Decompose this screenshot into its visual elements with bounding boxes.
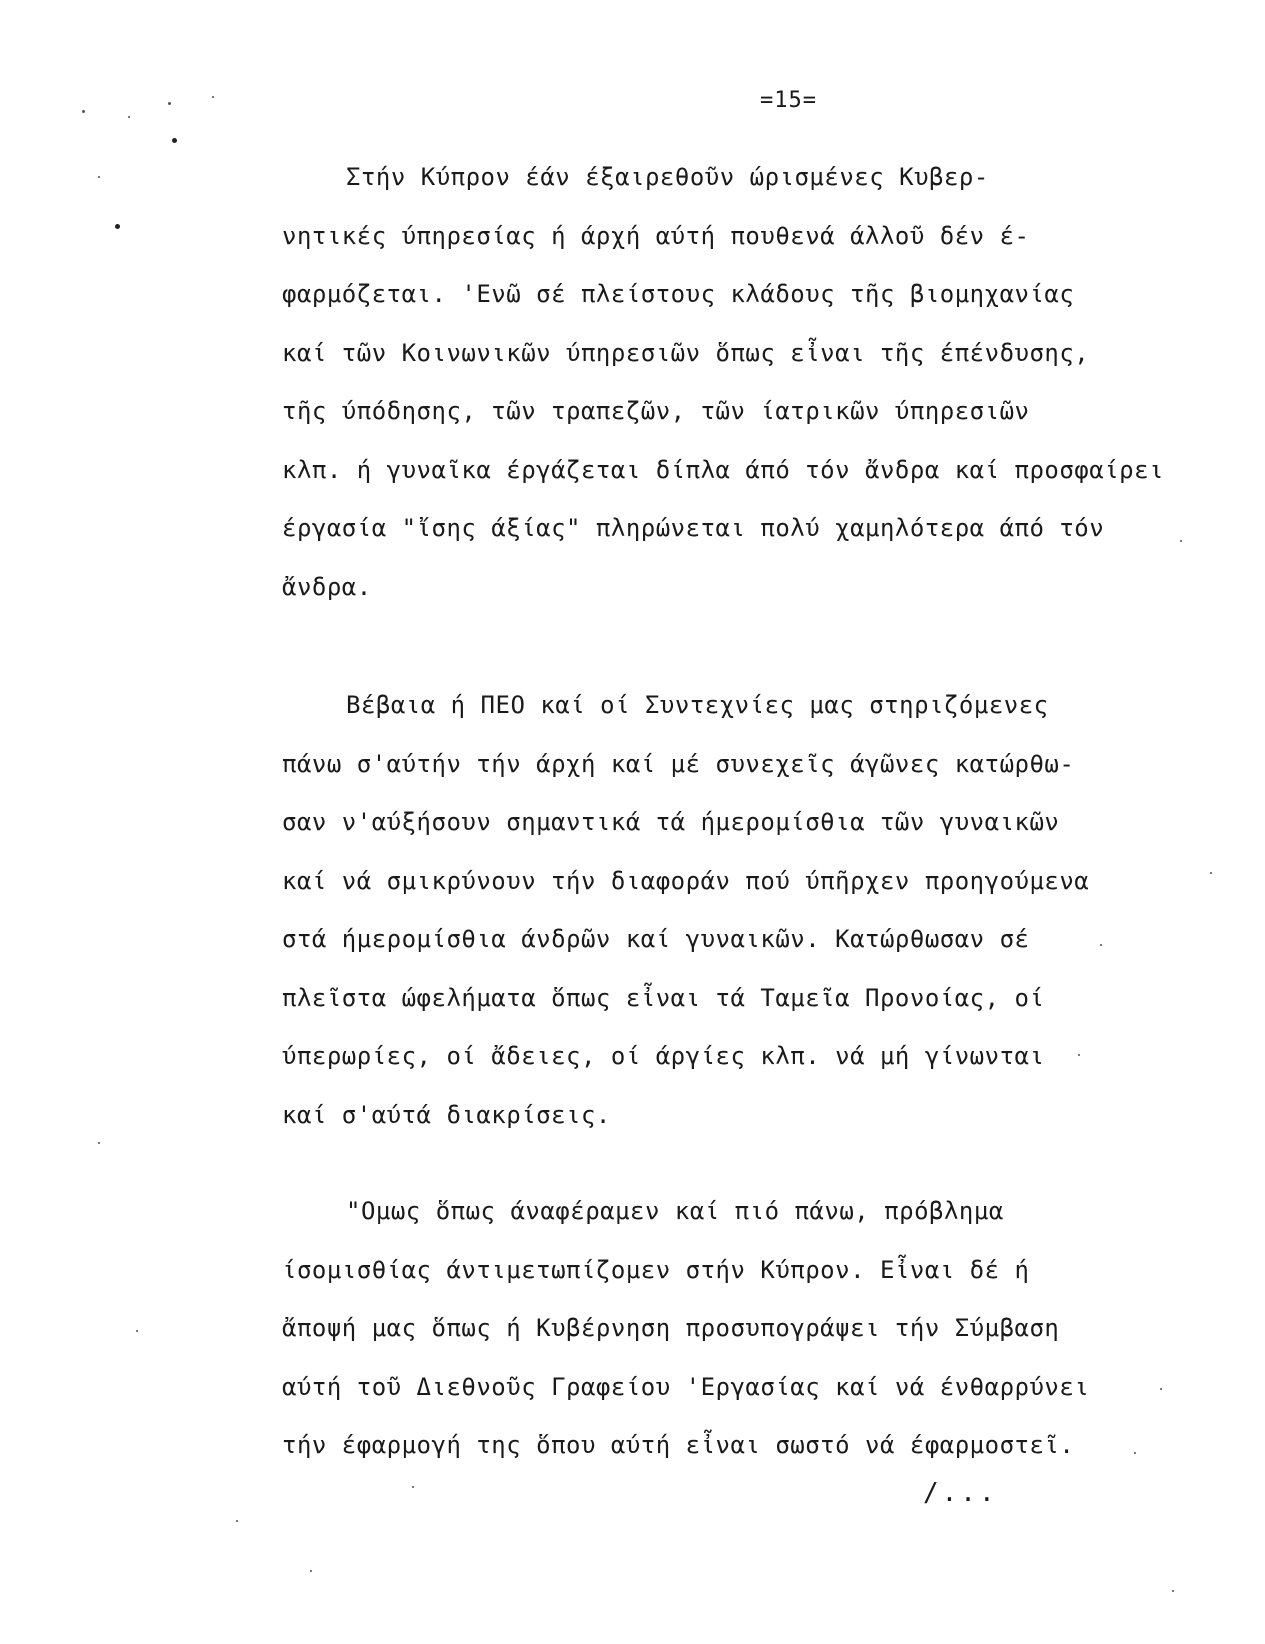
scan-speck — [310, 1570, 312, 1572]
text-line: Στήν Κύπρον έάν έξαιρεθοῦν ώρισμένες Κυβερ- — [346, 163, 989, 191]
paragraph-2 — [282, 676, 1242, 1144]
page-number: =15= — [760, 88, 817, 113]
paragraph-gap — [282, 1144, 1242, 1182]
text-line: πλεῖστα ώφελήματα ὅπως εἶναι τά Ταμεῖα Προνοίας, οί — [282, 983, 1045, 1012]
text-line: καί νά σμικρύνουν τήν διαφοράν πού ύπῆρχεν προηγούμενα — [282, 866, 1090, 895]
scan-speck — [98, 1142, 100, 1144]
scan-speck — [212, 96, 214, 98]
text-line: Βέβαια ή ΠΕΟ καί οί Συντεχνίες μας στηριζόμενες — [346, 691, 1049, 719]
scan-speck — [115, 224, 120, 229]
scan-speck — [98, 176, 100, 178]
text-line: αύτή τοῦ Διεθνοῦς Γραφείου 'Εργασίας καί νά ένθαρρύνει — [282, 1372, 1090, 1401]
text-line: κλπ. ή γυναῖκα έργάζεται δίπλα άπό τόν ἄνδρα καί προσφαίρει — [282, 455, 1165, 484]
text-line: φαρμόζεται. 'Ενῶ σέ πλείστους κλάδους τῆς βιομηχανίας — [282, 280, 1075, 308]
text-line: καί τῶν Κοινωνικῶν ύπηρεσιῶν ὅπως εἶναι τῆς έπένδυσης, — [282, 338, 1090, 367]
paragraph-gap — [282, 616, 1242, 676]
text-line: ίσομισθίας άντιμετωπίζομεν στήν Κύπρον. Εἶναι δέ ή — [282, 1255, 1030, 1284]
scan-speck — [1172, 1590, 1174, 1592]
text-line: έργασία "ἴσης άξίας" πληρώνεται πολύ χαμηλότερα άπό τόν — [282, 514, 1105, 542]
paragraph-3 — [282, 1182, 1242, 1475]
scan-speck — [236, 1520, 238, 1522]
text-line: τῆς ύπόδησης, τῶν τραπεζῶν, τῶν ίατρικῶν ύπηρεσιῶν — [282, 397, 1030, 425]
scan-speck — [128, 116, 130, 118]
text-line: ἄνδρα. — [282, 572, 372, 601]
scan-speck — [136, 1330, 138, 1332]
text-line: ἄποψή μας ὅπως ή Κυβέρνηση προσυπογράψει τήν Σύμβαση — [282, 1314, 1060, 1342]
scan-speck — [168, 102, 171, 105]
text-line: ύπερωρίες, οί ἄδειες, οί άργίες κλπ. νά μή γίνωνται — [282, 1042, 1045, 1070]
text-line: καί σ'αύτά διακρίσεις. — [282, 1100, 611, 1129]
continuation-mark: /... — [923, 1478, 998, 1508]
paragraph-1 — [282, 148, 1242, 616]
text-line: νητικές ύπηρεσίας ή άρχή αύτή πουθενά άλλοῦ δέν έ- — [282, 221, 1030, 250]
text-line: "Ομως ὅπως άναφέραμεν καί πιό πάνω, πρόβλημα — [346, 1197, 1004, 1225]
scan-speck — [82, 110, 85, 113]
text-line: σαν ν'αύξήσουν σημαντικά τά ήμερομίσθια τῶν γυναικῶν — [282, 808, 1060, 836]
text-line: στά ήμερομίσθια άνδρῶν καί γυναικῶν. Κατώρθωσαν σέ — [282, 925, 1030, 953]
document-body — [282, 148, 1242, 1475]
scan-speck — [412, 1486, 414, 1488]
text-line: πάνω σ'αύτήν τήν άρχή καί μέ συνεχεῖς άγῶνες κατώρθω- — [282, 749, 1075, 778]
text-line: τήν έφαρμογή της ὅπου αύτή εἶναι σωστό νά έφαρμοστεῖ. — [282, 1431, 1075, 1459]
scan-speck — [172, 138, 177, 143]
